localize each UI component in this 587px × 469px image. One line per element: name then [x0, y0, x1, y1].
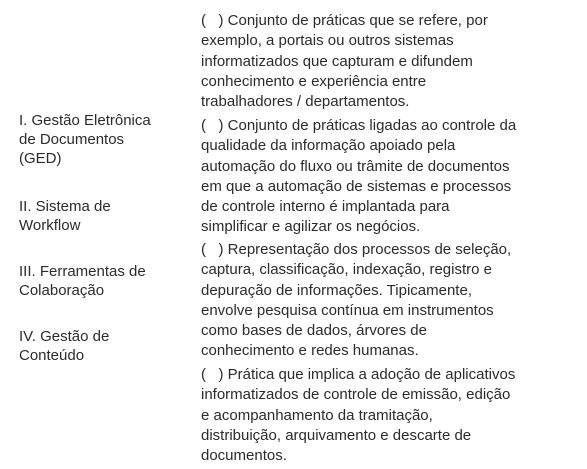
statement-item	[201, 240, 511, 362]
statement-line: simplificar e agilizar os negócios.	[201, 218, 421, 236]
concept-list	[19, 0, 189, 469]
statement-line: conhecimento e experiência entre	[201, 72, 427, 90]
statement-line: ( ) Representação dos processos de seleção,	[201, 241, 512, 258]
statement-line: de controle interno é implantada para	[201, 198, 450, 216]
concept-item-workflow	[19, 197, 111, 235]
concept-line: Colaboração	[19, 282, 105, 299]
concept-line: II. Sistema de	[19, 198, 111, 215]
statement-line: automação do fluxo ou trâmite de documentos	[201, 157, 510, 175]
statement-line: distribuição, arquivamento e descarte de	[201, 426, 472, 444]
statement-line: ( ) Prática que implica a adoção de aplicativos	[201, 366, 516, 383]
concept-item-ged	[19, 111, 151, 168]
concept-line: Conteúdo	[19, 347, 85, 364]
statement-line: informatizados que capturam e difundem	[201, 52, 473, 70]
statement-line: ( ) Conjunto de práticas que se refere, por	[201, 12, 488, 29]
concept-line: Workflow	[19, 217, 81, 234]
concept-line: I. Gestão Eletrônica	[19, 112, 151, 129]
statement-item	[201, 365, 515, 466]
concept-line: III. Ferramentas de	[19, 263, 146, 280]
statement-line: informatizados de controle de emissão, edição	[201, 386, 511, 404]
statement-line: trabalhadores / departamentos.	[201, 93, 410, 111]
statement-line: documentos.	[201, 447, 287, 465]
concept-item-content-management	[19, 327, 109, 365]
statement-line: como bases de dados, árvores de	[201, 322, 427, 340]
statement-line: depuração de informações. Tipicamente,	[201, 281, 472, 299]
statement-item	[201, 116, 516, 238]
statement-line: exemplo, a portais ou outros sistemas	[201, 32, 454, 50]
concept-line: IV. Gestão de	[19, 328, 110, 345]
statement-item	[201, 11, 488, 112]
statement-line: conhecimento e redes humanas.	[201, 342, 419, 360]
concept-item-collaboration	[19, 262, 146, 300]
statement-line: captura, classificação, indexação, registro e	[201, 261, 492, 279]
statement-line: qualidade da informação apoiado pela	[201, 137, 456, 155]
statement-line: em que a automação de sistemas e processos	[201, 177, 512, 195]
statement-line: ( ) Conjunto de práticas ligadas ao controle da	[201, 117, 517, 134]
statement-list	[201, 0, 587, 469]
concept-line: (GED)	[19, 150, 62, 167]
statement-line: e acompanhamento da tramitação,	[201, 406, 433, 424]
concept-line: de Documentos	[19, 131, 125, 148]
statement-line: envolve pesquisa contínua em instrumentos	[201, 301, 494, 319]
